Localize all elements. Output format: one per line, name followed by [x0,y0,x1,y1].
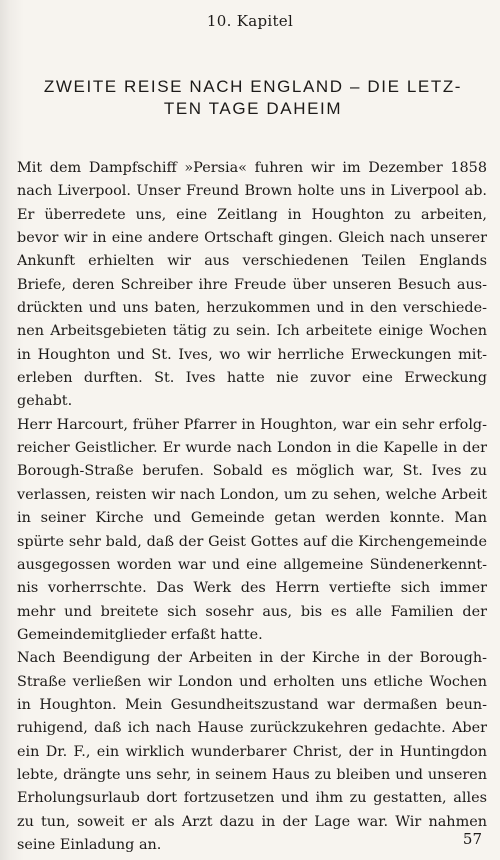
text-line: zu tun, soweit er als Arzt dazu in der Lage war. Wir nahmen [17,813,487,830]
text-line: seine Einladung an. [17,836,162,853]
text-line: nis vorherrschte. Das Werk des Herrn vertiefte sich immer [17,580,487,597]
text-line: reicher Geistlicher. Er wurde nach London in die Kapelle in der [17,440,487,457]
body-text [17,157,487,857]
text-line: spürte sehr bald, daß der Geist Gottes auf die Kirchengemeinde [17,533,487,550]
text-line: Borough-Straße berufen. Sobald es möglich war, St. Ives zu [17,463,487,480]
text-line: in seiner Kirche und Gemeinde getan werden konnte. Man [17,510,487,527]
text-line: ruhigend, daß ich nach Hause zurückzukehren gedachte. Aber [17,720,487,737]
chapter-title-line: TEN TAGE DAHEIM [163,99,343,118]
text-line: in Houghton. Mein Gesundheitszustand war dermaßen beun- [17,696,487,713]
text-line: gehabt. [17,393,73,410]
text-line: nen Arbeitsgebieten tätig zu sein. Ich arbeitete einige Wochen [17,323,487,340]
chapter-label: 10. Kapitel [206,12,294,30]
text-line: Erholungsurlaub dort fortzusetzen und ihm zu gestatten, alles [17,790,487,807]
chapter-title [18,76,488,120]
text-line: lebte, drängte uns sehr, in seinem Haus zu bleiben und unseren [17,766,487,783]
page-number: 57 [462,830,482,848]
text-line: nach Liverpool. Unser Freund Brown holte uns in Liverpool ab. [17,183,487,200]
text-line: drückten und uns baten, herzukommen und in den verschiede- [17,300,487,317]
text-line: Briefe, deren Schreiber ihre Freude über unseren Besuch aus- [17,276,487,293]
text-line: Mit dem Dampfschiff »Persia« fuhren wir im Dezember 1858 [17,160,487,176]
text-line: Straße verließen wir London und erholten uns etliche Wochen [17,673,487,690]
text-line: Gemeindemitglieder erfaßt hatte. [17,626,263,643]
text-line: Er überredete uns, eine Zeitlang in Houghton zu arbeiten, [17,206,487,223]
chapter-title-line: ZWEITE REISE NACH ENGLAND – DIE LETZ- [43,77,463,96]
text-line: ausgegossen worden war und eine allgemeine Sündenerkennt- [17,556,487,573]
text-line: Herr Harcourt, früher Pfarrer in Houghton, war ein sehr erfolg- [17,416,487,433]
text-line: mehr und breitete sich sosehr aus, bis es alle Familien der [17,603,487,620]
text-line: Ankunft erhielten wir aus verschiedenen Teilen Englands [17,253,487,270]
text-line: bevor wir in eine andere Ortschaft gingen. Gleich nach unserer [17,230,487,247]
text-line: in Houghton und St. Ives, wo wir herrliche Erweckungen mit- [17,346,487,363]
text-line: Nach Beendigung der Arbeiten in der Kirche in der Borough- [17,650,487,667]
text-line: verlassen, reisten wir nach London, um zu sehen, welche Arbeit [17,486,487,503]
text-line: erleben durften. St. Ives hatte nie zuvor eine Erweckung [17,370,487,387]
text-line: ein Dr. F., ein wirklich wunderbarer Christ, der in Huntingdon [17,743,487,760]
